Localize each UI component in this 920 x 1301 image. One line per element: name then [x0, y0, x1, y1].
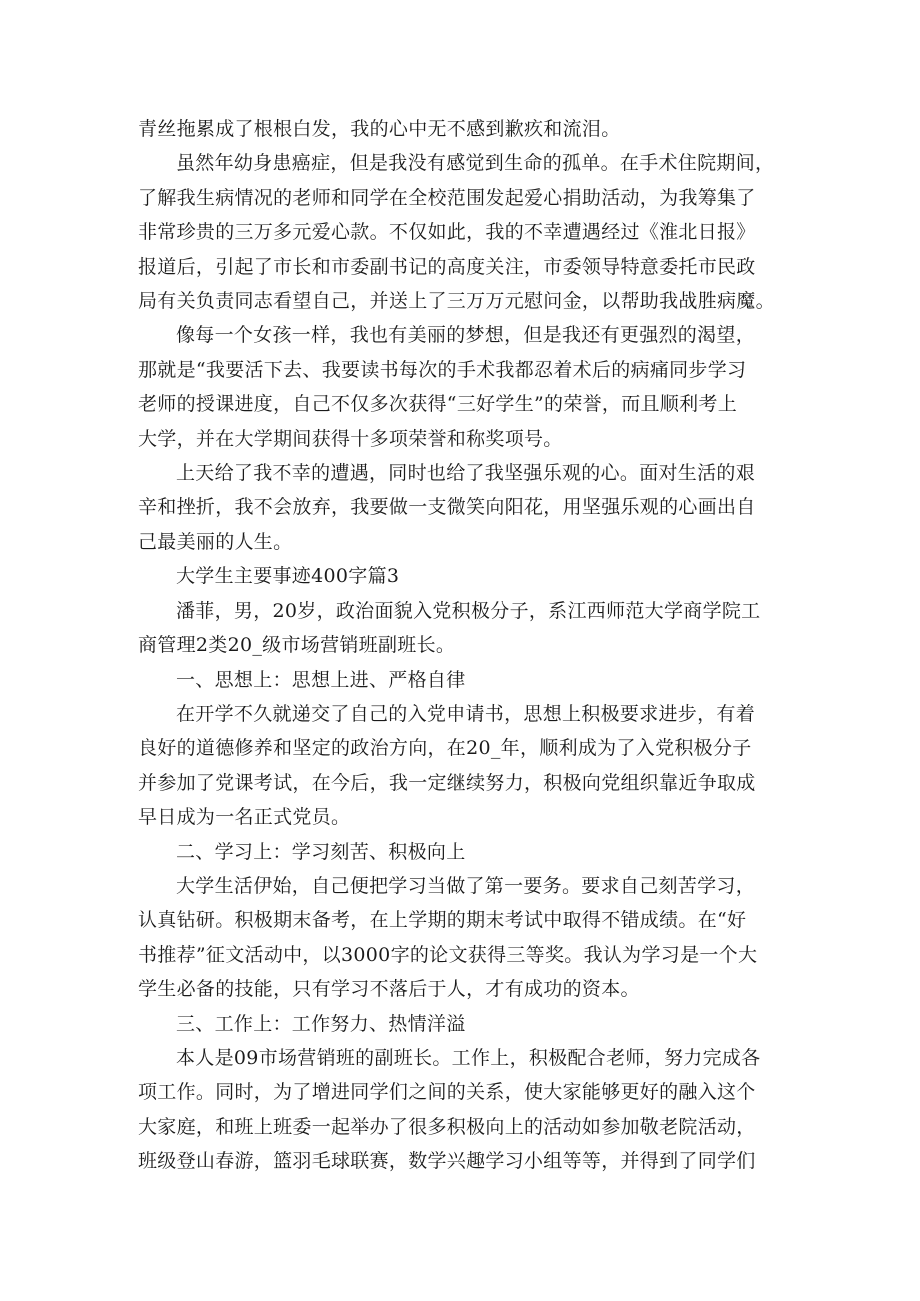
text-line: 在开学不久就递交了自己的入党申请书，思想上积极要求进步，有着 [176, 702, 756, 725]
text-line: 上天给了我不幸的遭遇，同时也给了我坚强乐观的心。面对生活的艰 [176, 462, 756, 485]
section-heading [138, 559, 798, 593]
text-line: 报道后，引起了市长和市委副书记的高度关注，市委领导特意委托市民政 [138, 255, 756, 278]
text-line: 书推荐”征文活动中，以3000字的论文获得三等奖。我认为学习是一个大 [138, 943, 758, 966]
paragraph [138, 318, 798, 456]
paragraph [138, 869, 798, 1007]
text-line: 己最美丽的人生。 [138, 530, 293, 553]
text-line: 非常珍贵的三万多元爱心款。不仅如此，我的不幸遭遇经过《淮北日报》 [138, 221, 756, 244]
paragraph [138, 456, 798, 559]
text-line: 潘菲，男，20岁，政治面貌入党积极分子，系江西师范大学商学院工 [176, 599, 761, 622]
text-line: 良好的道德修养和坚定的政治方向，在20_年，顺利成为了入党积极分子 [138, 737, 752, 760]
section-heading [138, 835, 798, 869]
text-line: 局有关负责同志看望自己，并送上了三万万元慰问金，以帮助我战胜病魔。 [138, 290, 775, 313]
text-line: 本人是09市场营销班的副班长。工作上，积极配合老师，努力完成各 [176, 1046, 761, 1069]
paragraph [138, 594, 798, 663]
text-line: 了解我生病情况的老师和同学在全校范围发起爱心捐助活动，为我筹集了 [138, 186, 756, 209]
continuation-paragraph [138, 112, 798, 146]
text-line: 并参加了党课考试，在今后，我一定继续努力，积极向党组织靠近争取成 [138, 771, 756, 794]
text-line: 项工作。同时，为了增进同学们之间的关系，使大家能够更好的融入这个 [138, 1081, 756, 1104]
text-line: 大家庭，和班上班委一起举办了很多积极向上的活动如参加敬老院活动， [138, 1115, 756, 1138]
text-line: 认真钻研。积极期末备考，在上学期的期末考试中取得不错成绩。在“好 [138, 909, 747, 932]
text-line: 二、学习上：学习刻苦、积极向上 [176, 840, 466, 863]
text-line: 一、思想上：思想上进、严格自律 [176, 668, 466, 691]
paragraph [138, 697, 798, 835]
text-line: 青丝拖累成了根根白发，我的心中无不感到歉疚和流泪。 [138, 118, 621, 140]
section-heading [138, 1007, 798, 1041]
paragraph [138, 1041, 798, 1179]
text-line: 早日成为一名正式党员。 [138, 806, 351, 829]
text-line: 辛和挫折，我不会放弃，我要做一支微笑向阳花，用坚强乐观的心画出自 [138, 496, 756, 519]
text-line: 大学，并在大学期间获得十多项荣誉和称奖项号。 [138, 427, 563, 450]
text-line: 商管理2类20_级市场营销班副班长。 [138, 634, 456, 657]
paragraph [138, 146, 798, 318]
text-line: 那就是“我要活下去、我要读书每次的手术我都忍着术后的病痛同步学习 [138, 358, 747, 381]
text-line: 三、工作上：工作努力、热情洋溢 [176, 1012, 466, 1035]
document-body [138, 112, 798, 1179]
text-line: 虽然年幼身患癌症，但是我没有感觉到生命的孤单。在手术住院期间， [176, 152, 775, 175]
text-line: 大学生活伊始，自己便把学习当做了第一要务。要求自己刻苦学习， [176, 874, 756, 897]
text-line: 大学生主要事迹400字篇3 [176, 565, 400, 588]
text-line: 学生必备的技能，只有学习不落后于人，才有成功的资本。 [138, 978, 640, 1001]
text-line: 老师的授课进度，自己不仅多次获得“三好学生”的荣誉，而且顺利考上 [138, 393, 738, 416]
text-line: 像每一个女孩一样，我也有美丽的梦想，但是我还有更强烈的渴望， [176, 324, 756, 347]
text-line: 班级登山春游，篮羽毛球联赛，数学兴趣学习小组等等，并得到了同学们 [138, 1150, 756, 1173]
section-heading [138, 663, 798, 697]
